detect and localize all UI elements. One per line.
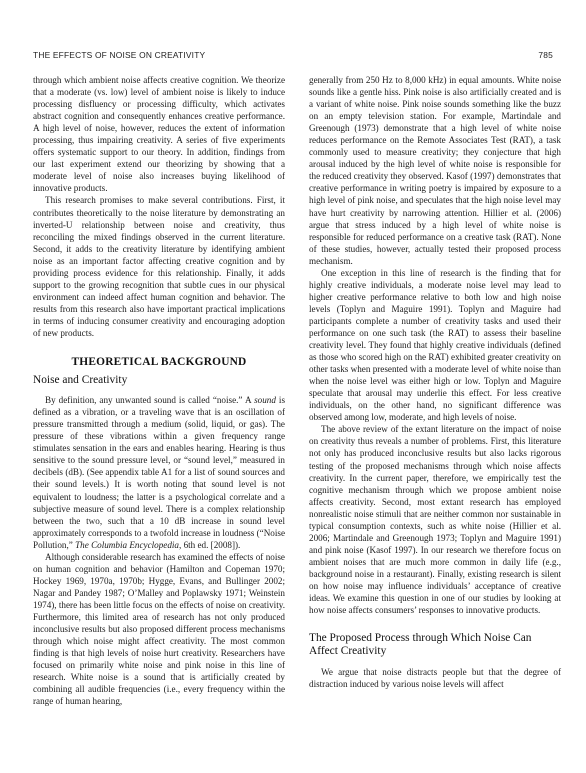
- left-column: [33, 74, 285, 707]
- noise-p1-text-a: By definition, any unwanted sound is called “noise.” A: [45, 395, 255, 406]
- section-title: THEORETICAL BACKGROUND: [71, 356, 247, 369]
- intro-paragraph-1: through which ambient noise affects creative cognition. We theorize that a moderate (vs. low) level of ambient noise is likely to induce processing disfluency or processing difficulty, which activates abstract cognition and consequently enhances creative performance. A high level of noise, however, reduces the extent of information processing, thus impairing creativity. A series of five experiments offers systematic support to our theory. In addition, findings from our last experiment extend our theorizing by showing that a moderate level of noise also increases buying likelihood of innovative products.: [33, 75, 285, 194]
- subsection-title: Noise and Creativity: [33, 374, 128, 387]
- right-column: [309, 74, 561, 690]
- running-head: [33, 50, 553, 64]
- noise-research-paragraph: Although considerable research has examined the effects of noise on human cognition and behavior (Hamilton and Copeman 1970; Hockey 1969, 1970a, 1970b; Hygge, Evans, and Bullinger 2002; Nagar and Pandey 1987; O’Malley and Poplawsky 1971; Weinstein 1974), there has been little focus on the effects of noise on creativity. Furthermore, this limited area of research has not only produced inconclusive results but also proposed different process mechanisms through which noise might affect creativity. The most common finding is that high levels of noise hurt creativity. Researchers have focused on primarily white noise and pink noise in this line of research. White noise is a sound that is artificially created by combining all audible frequencies (i.e., every frequency within the range of human hearing,: [33, 551, 285, 707]
- noise-p1-text-b: is defined as a vibration, or a traveling wave that is an oscillation of pressure transmitted through a medium (solid, liquid, or gas). The pressure of these vibrations within a given frequency range stimulates sensation in the ears and enables hearing. Hearing is thus sensitive to the sound pressure level, or “sound level,” measured in decibels (dB). (See appendix table A1 for a list of sound sources and their sound levels.) It is worth noting that sound level is not equivalent to loudness; the latter is a psychological correlate and a subjective measure of sound level. There is a complex relationship between the two, such that a 10 dB increase in sound level approximately corresponds to a twofold increase in loudness (“Noise Pollution,”: [33, 395, 285, 550]
- right-paragraph-1: generally from 250 Hz to 8,000 kHz) in equal amounts. White noise sounds like a gentle hiss. Pink noise is also artificially created and is a variant of white noise. Pink noise sounds something like the buzz on an empty television station. For example, Martindale and Greenough (1973) demonstrate that a high level of white noise reduces performance on the Remote Associates Test (RAT), a task commonly used to measure creativity; they conjecture that high arousal induced by the high level of white noise is responsible for the reduced creativity they observed. Kasof (1997) demonstrates that creative performance in writing poetry is impaired by exposure to a high level of pink noise, and speculates that the high noise level may have hurt creativity by narrowing attention. Hillier et al. (2006) argue that stress induced by a high level of white noise is responsible for reduced performance on a creative task (RAT). None of these studies, however, actually tested their proposed process mechanism.: [309, 75, 561, 266]
- right-paragraph-4: We argue that noise distracts people but that the degree of distraction induced by various noise levels will affect: [309, 667, 561, 690]
- process-subsection-title: The Proposed Process through Which Noise Can Affect Creativity: [309, 632, 532, 658]
- page-number: 785: [538, 50, 553, 60]
- noise-definition-paragraph: [33, 394, 285, 551]
- sound-term: sound: [254, 395, 276, 406]
- intro-paragraph-2: This research promises to make several contributions. First, it contributes theoretically to the noise literature by demonstrating an inverted-U relationship between noise and creativity, thus reconciling the mixed findings observed in the current literature. Second, it adds to the creativity literature by identifying ambient noise as an important factor affecting creative cognition and by providing process evidence for this relationship. Finally, it adds support to the growing recognition that subtle cues in our physical environment can indeed affect human cognition and behavior. The results from this research also have important practical implications in terms of inducing consumer creativity and encouraging adoption of new products.: [33, 195, 285, 338]
- running-head-title: THE EFFECTS OF NOISE ON CREATIVITY: [33, 50, 206, 60]
- encyclopedia-title: The Columbia Encyclopedia: [75, 539, 179, 550]
- right-paragraph-2: One exception in this line of research is the finding that for highly creative individuals, a moderate noise level may lead to higher creative performance relative to both low and high noise levels (Toplyn and Maguire 1991). Toplyn and Maguire had participants complete a number of creativity tasks and used their performance on one such task (the RAT) to assess their baseline creativity level. They found that highly creative individuals (defined as those who scored high on the RAT) exhibited greater creativity on other tasks when presented with a moderate level of white noise than when the noise level was either high or low. Toplyn and Maguire speculate that arousal may underlie this effect. For less creative individuals, on the other hand, no significant difference was observed among low, moderate, and high levels of noise.: [309, 267, 561, 423]
- right-paragraph-3: The above review of the extant literature on the impact of noise on creativity thus reveals a number of problems. First, this literature not only has produced inconclusive results but also lacks rigorous testing of the proposed mechanisms through which noise affects creativity. In the current paper, therefore, we empirically test the cognitive mechanism through which we propose ambient noise affects creativity. Second, most extant research has employed nonrealistic noise stimuli that are neither common nor sustainable in typical consumption contexts, such as white noise (Hillier et al. 2006; Martindale and Greenough 1973; Toplyn and Maguire 1991) and pink noise (Kasof 1997). In our research we therefore focus on ambient noises that are much more common in daily life (e.g., background noise in a restaurant). Finally, existing research is silent on how noise may influence individuals’ acceptance of creative ideas. We examine this question in one of our studies by looking at how noise affects consumers’ responses to innovative products.: [309, 424, 561, 616]
- noise-p1-text-c: , 6th ed. [2008]).: [179, 539, 241, 550]
